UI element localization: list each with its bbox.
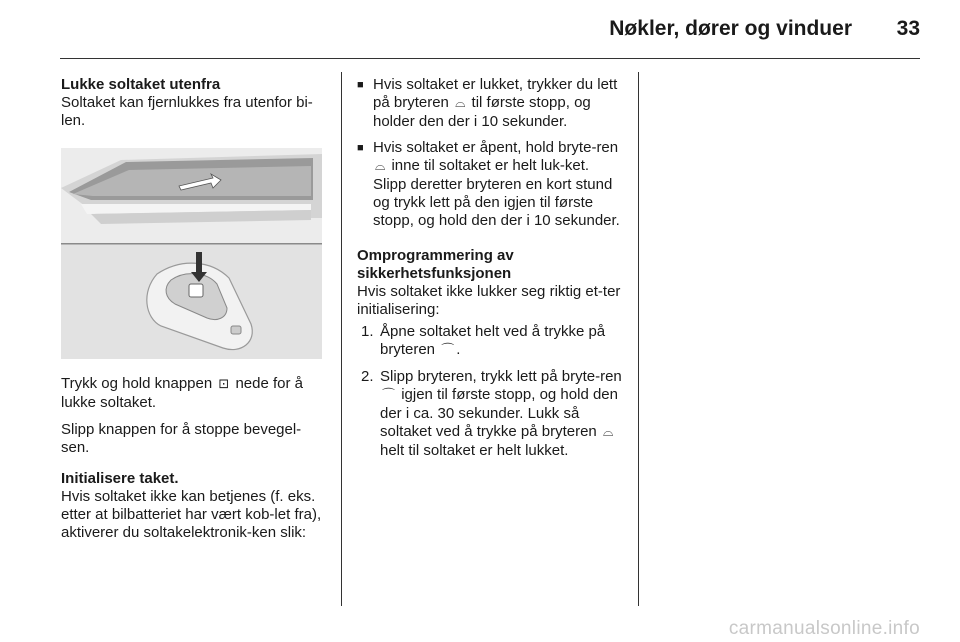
bullet-square-icon: ■ bbox=[357, 79, 364, 91]
paragraph-reprogram: Hvis soltaket ikke lukker seg riktig et-ter initialisering: bbox=[357, 283, 621, 318]
list-item: ■ Hvis soltaket er lukket, trykker du lett på bryteren ⌓ til første stopp, og holder den der i 10 sekunder. bbox=[357, 76, 618, 130]
page-number: 33 bbox=[896, 17, 920, 40]
column-divider-right bbox=[638, 72, 639, 606]
column-left bbox=[61, 76, 325, 542]
paragraph-initialize: Hvis soltaket ikke kan betjenes (f. eks. etter at bilbatteriet har vært kob-let fra), aktiverer du soltakelektronik-ken slik: bbox=[61, 488, 322, 541]
list-item: ■ Hvis soltaket er åpent, hold bryte-ren ⌓ inne til soltaket er helt luk-ket. Slipp deretter bryteren en kort stund og trykk lett på den igjen til første stopp, og hold den der i 10 sekunder. bbox=[357, 139, 620, 229]
bullet-square-icon: ■ bbox=[357, 142, 364, 154]
header-rule bbox=[60, 58, 920, 59]
section-heading-initialize: Initialisere taket. bbox=[61, 470, 179, 487]
sunroof-close-icon: ⌓ bbox=[455, 96, 466, 111]
watermark-text: carmanualsonline.info bbox=[728, 618, 920, 639]
section-heading-reprogram: Omprogrammering av sikkerhetsfunksjonen bbox=[357, 247, 514, 282]
sunroof-close-icon: ⌓ bbox=[375, 159, 386, 174]
column-middle bbox=[357, 76, 625, 468]
list-item: 2. Slipp bryteren, trykk lett på bryte-ren ⌒ igjen til første stopp, og hold den der i ca. 30 sekunder. Lukk så soltaket ved å trykke på bryteren ⌓ helt til soltaket er helt lukket. bbox=[361, 368, 622, 459]
sunroof-close-icon: ⌓ bbox=[602, 425, 614, 440]
sunroof-open-icon: ⌒ bbox=[441, 343, 455, 358]
paragraph-release-button: Slipp knappen for å stoppe bevegel-sen. bbox=[61, 421, 302, 456]
section-heading-close-roof: Lukke soltaket utenfra bbox=[61, 76, 221, 93]
column-divider-left bbox=[341, 72, 342, 606]
paragraph-remote-close: Soltaket kan fjernlukkes fra utenfor bi-len. bbox=[61, 94, 313, 129]
sunroof-key-illustration bbox=[61, 148, 322, 359]
sunroof-open-icon: ⌒ bbox=[382, 388, 396, 403]
initialize-bullet-list bbox=[357, 76, 625, 230]
lock-button-icon: ⊡ bbox=[218, 377, 230, 392]
reprogram-step-list bbox=[357, 323, 625, 460]
paragraph-hold-button: Trykk og hold knappen ⊡ nede for å lukke soltaket. bbox=[61, 375, 304, 411]
page-header-title: Nøkler, dører og vinduer bbox=[609, 17, 852, 40]
list-item: 1. Åpne soltaket helt ved å trykke på bryteren ⌒ . bbox=[361, 323, 606, 358]
